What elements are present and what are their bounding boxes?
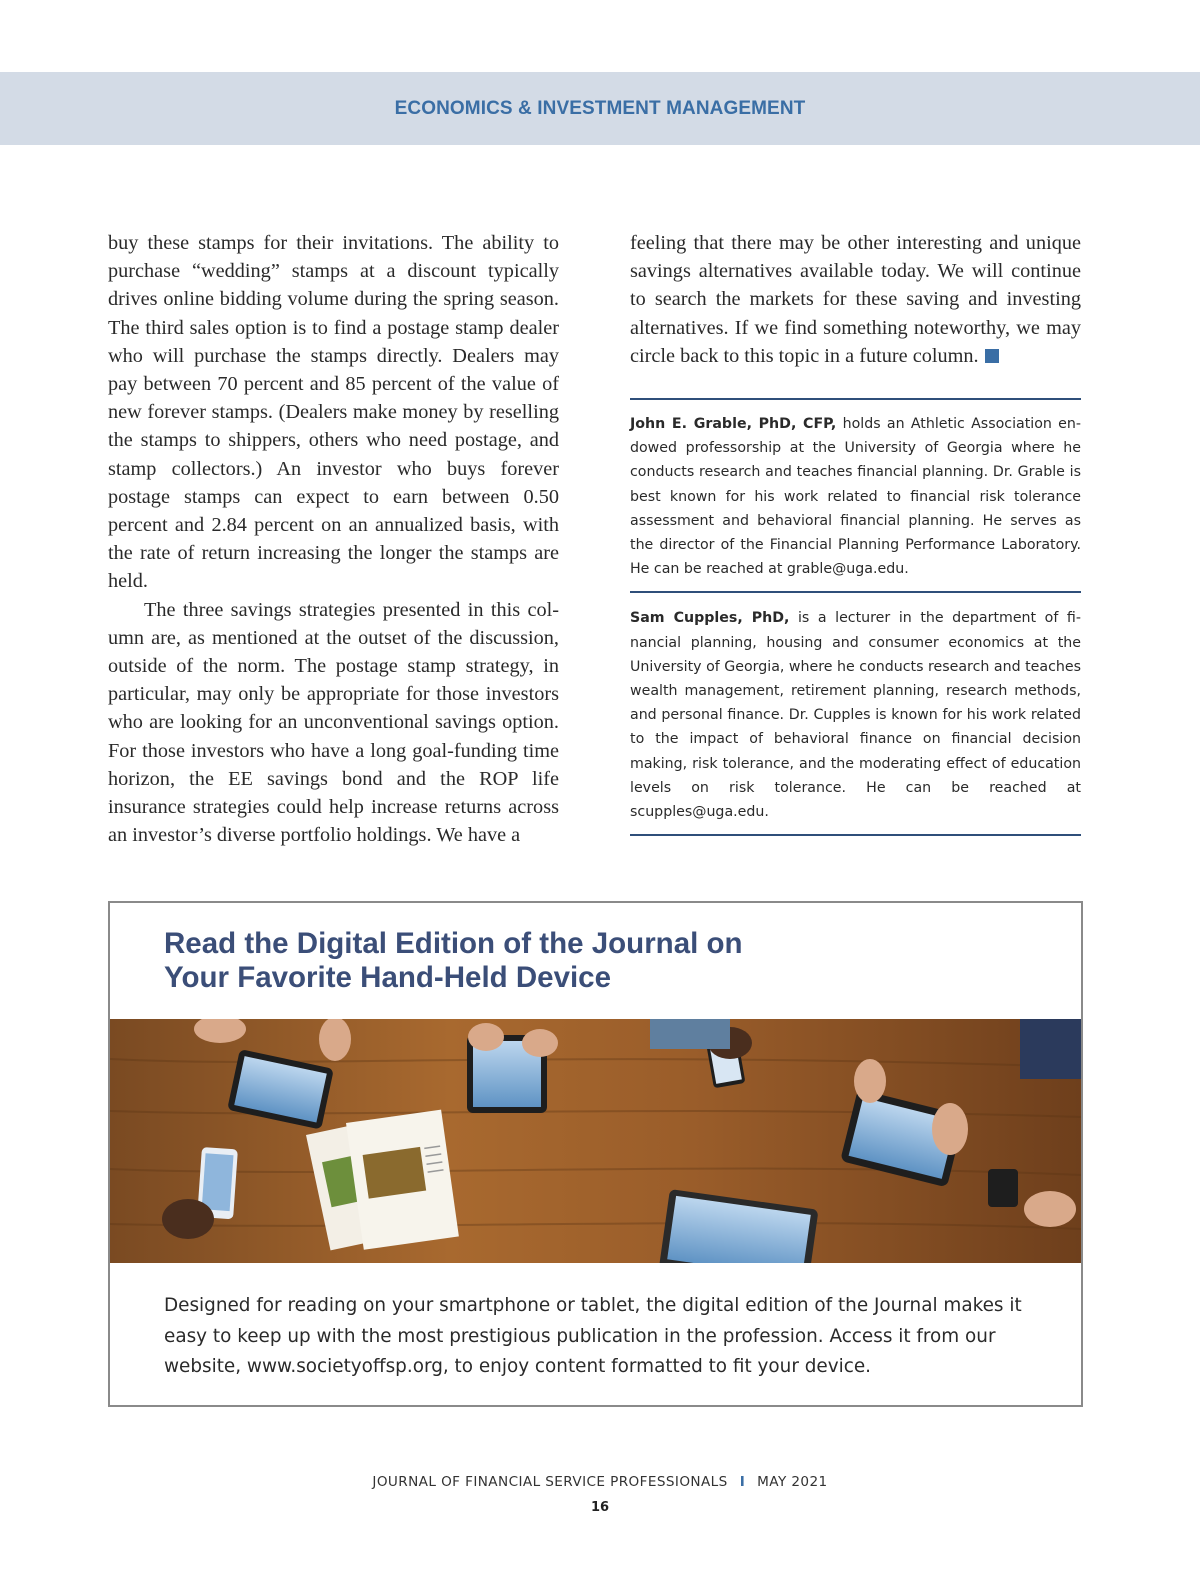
footer-separator: I	[739, 1474, 746, 1490]
bio-divider-middle	[630, 591, 1081, 593]
author-bio-text-grable: holds an Athletic Association endowed professorship at the University of Georgia where he conducts research and teaches financial planning. Dr. Grable is best known for his work related to financial risk tolerance assessment and behavioral financial planning. He serves as the director of the Financial Planning Performance Laboratory. He can be reached at grable@uga.edu.	[630, 416, 1082, 578]
journal-name: JOURNAL OF FINANCIAL SERVICE PROFESSIONALS	[372, 1474, 728, 1490]
promo-headline-line-2: Your Favorite Hand-Held Device	[164, 961, 611, 994]
left-paragraph-1: buy these stamps for their invitations. The ability to purchase “wedding” stamps at a discount typically drives online bidding volume during the spring season. The third sales option is to find a postage stamp dealer who will purchase the stamps directly. Dealers may pay between 70 percent and 85 percent of the value of new forever stamps. (Dealers make money by reselling the stamps to shippers, others who need postage, and stamp collectors.) An investor who buys forever postage stamps can expect to earn between 0.50 percent and 2.84 percent on an annualized basis, with the rate of return increasing the longer the stamps are held.	[108, 232, 559, 593]
page-footer	[0, 1474, 1200, 1490]
author-bio-grable	[630, 412, 1081, 581]
digital-edition-promo[interactable]	[108, 901, 1083, 1407]
left-paragraph-2: The three savings strategies presented in this column are, as mentioned at the outset of the discussion, outside of the norm. The postage stamp strategy, in particular, may only be appropriate for those investors who are looking for an unconventional savings option. For those investors who have a long goal-funding time horizon, the EE savings bond and the ROP life insurance strategies could help increase returns across an investor’s diverse portfolio holdings. We have a	[108, 598, 559, 847]
right-paragraph-text: feeling that there may be other interesting and unique savings alternatives available today. We will continue to search the markets for these saving and investing alternatives. If we find something noteworthy, we may circle back to this topic in a future column.	[630, 232, 1081, 367]
bio-divider-top	[630, 398, 1081, 400]
promo-headline-line-1: Read the Digital Edition of the Journal on	[164, 927, 743, 960]
promo-photo	[110, 1019, 1081, 1263]
tablets-on-table-image	[110, 1019, 1081, 1263]
left-column	[108, 229, 559, 849]
page-number: 16	[590, 1500, 610, 1515]
author-bio-cupples	[630, 606, 1081, 824]
promo-headline	[164, 927, 924, 995]
author-name-grable: John E. Grable, PhD, CFP,	[630, 416, 837, 433]
author-bio-text-cupples: is a lecturer in the department of financial planning, housing and consumer economics at the University of Georgia, where he conducts research and teaches wealth management, retirement planning, research methods, and personal finance. Dr. Cupples is known for his work related to the impact of behavioral finance on financial decision making, risk tolerance, and the moderating effect of education levels on risk tolerance. He can be reached at scupples@uga.edu.	[630, 610, 1081, 821]
author-name-cupples: Sam Cupples, PhD,	[630, 610, 790, 627]
section-title: ECONOMICS & INVESTMENT MANAGEMENT	[394, 97, 806, 119]
bio-divider-bottom	[630, 834, 1081, 836]
promo-body-text: Designed for reading on your smartphone or tablet, the digital edition of the Journal makes it easy to keep up with the most prestigious publication in the profession. Access it from our website, www.societyoffsp.org, to enjoy content formatted to fit your device.	[164, 1295, 1022, 1377]
right-paragraph-1	[630, 229, 1081, 370]
end-of-article-icon	[985, 349, 999, 363]
right-column	[630, 229, 1081, 836]
section-header-band	[0, 72, 1200, 145]
issue-date: MAY 2021	[757, 1474, 828, 1490]
